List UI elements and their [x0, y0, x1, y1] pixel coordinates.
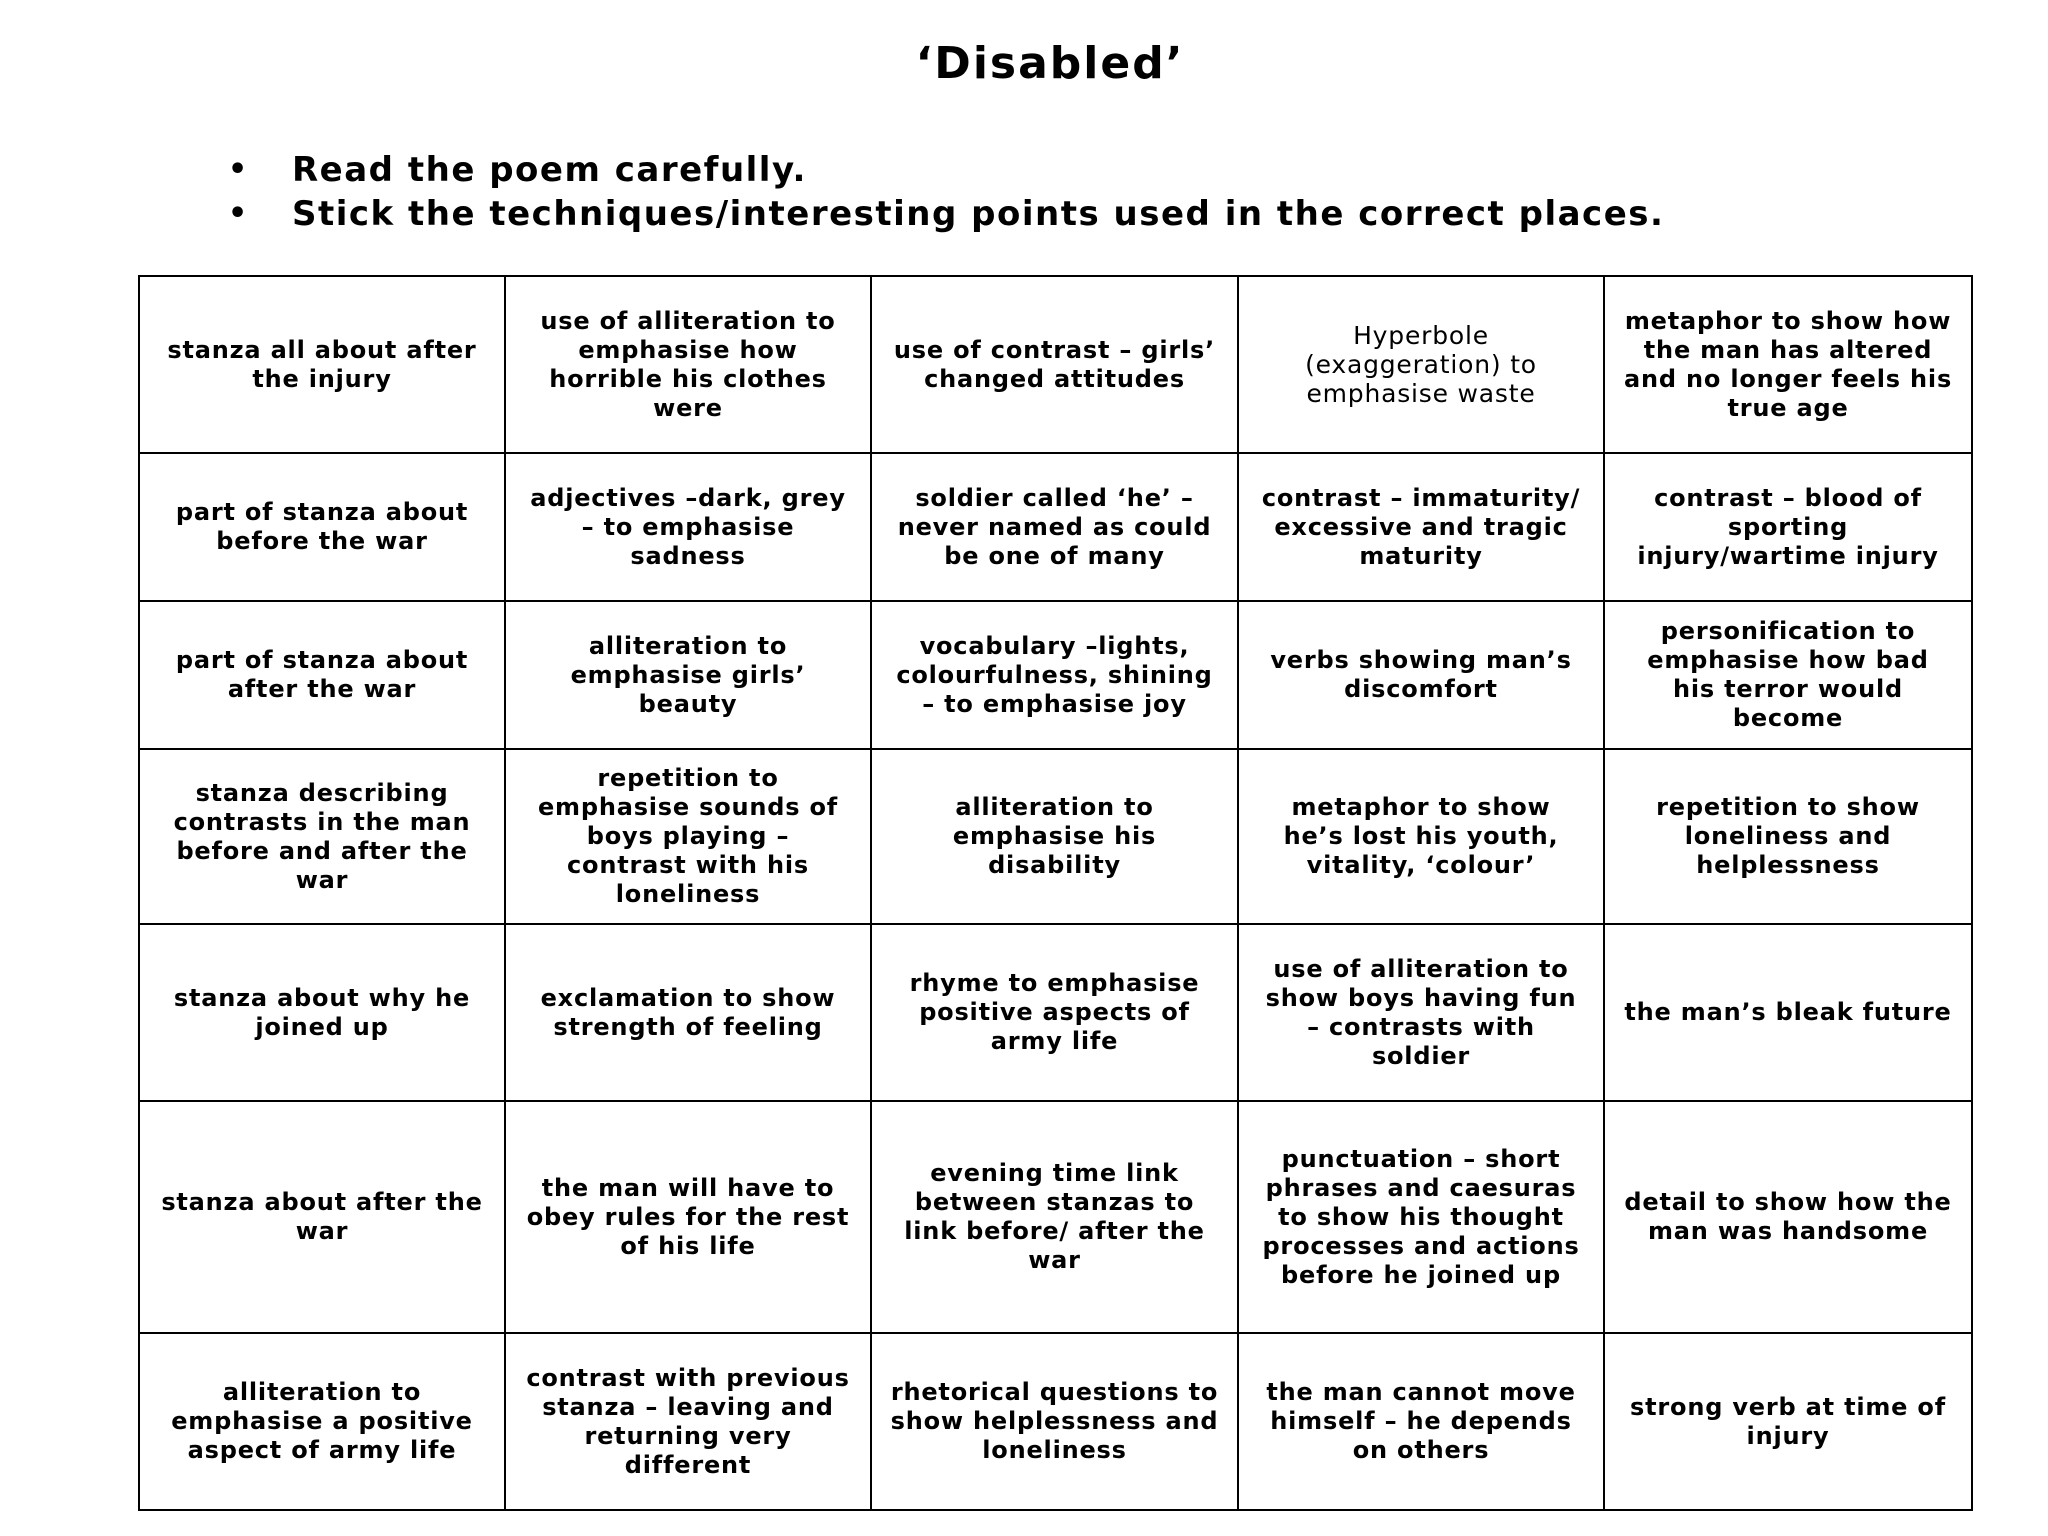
grid-cell: stanza about after the war [139, 1101, 505, 1333]
instruction-item [228, 148, 1664, 192]
grid-cell: repetition to emphasise sounds of boys playing – contrast with his loneliness [505, 749, 871, 924]
grid-cell: repetition to show loneliness and helplessness [1604, 749, 1972, 924]
grid-cell: strong verb at time of injury [1604, 1333, 1972, 1510]
instruction-text: Read the poem carefully. [292, 150, 807, 190]
grid-cell: vocabulary –lights, colourfulness, shining – to emphasise joy [871, 601, 1238, 749]
grid-cell: verbs showing man’s discomfort [1238, 601, 1604, 749]
grid-row [139, 601, 1972, 749]
grid-cell: alliteration to emphasise a positive aspect of army life [139, 1333, 505, 1510]
grid-cell: part of stanza about after the war [139, 601, 505, 749]
grid-cell: the man cannot move himself – he depends on others [1238, 1333, 1604, 1510]
grid-cell: use of contrast – girls’ changed attitudes [871, 276, 1238, 453]
grid-cell: adjectives –dark, grey – to emphasise sadness [505, 453, 871, 601]
grid-row [139, 1101, 1972, 1333]
grid-cell: stanza all about after the injury [139, 276, 505, 453]
grid-cell: alliteration to emphasise his disability [871, 749, 1238, 924]
grid-row [139, 749, 1972, 924]
grid-cell: detail to show how the man was handsome [1604, 1101, 1972, 1333]
grid-row [139, 453, 1972, 601]
instruction-text: Stick the techniques/interesting points used in the correct places. [292, 194, 1665, 234]
techniques-grid [138, 275, 1973, 1511]
grid-cell: personification to emphasise how bad his terror would become [1604, 601, 1972, 749]
grid-cell: punctuation – short phrases and caesuras to show his thought processes and actions before he joined up [1238, 1101, 1604, 1333]
instruction-item [228, 192, 1664, 236]
grid-cell: rhetorical questions to show helplessness and loneliness [871, 1333, 1238, 1510]
grid-cell: the man’s bleak future [1604, 924, 1972, 1101]
grid-cell: contrast – blood of sporting injury/wartime injury [1604, 453, 1972, 601]
grid-cell: part of stanza about before the war [139, 453, 505, 601]
grid-cell: metaphor to show he’s lost his youth, vitality, ‘colour’ [1238, 749, 1604, 924]
grid-cell: metaphor to show how the man has altered and no longer feels his true age [1604, 276, 1972, 453]
grid-row [139, 1333, 1972, 1510]
grid-cell: stanza about why he joined up [139, 924, 505, 1101]
grid-cell: Hyperbole (exaggeration) to emphasise waste [1238, 276, 1604, 453]
bullet-icon: • [228, 196, 249, 231]
grid-cell: the man will have to obey rules for the rest of his life [505, 1101, 871, 1333]
grid-row [139, 924, 1972, 1101]
bullet-icon: • [228, 152, 249, 187]
grid-cell: contrast – immaturity/ excessive and tragic maturity [1238, 453, 1604, 601]
grid-cell: use of alliteration to emphasise how horrible his clothes were [505, 276, 871, 453]
grid-cell: evening time link between stanzas to link before/ after the war [871, 1101, 1238, 1333]
grid-row [139, 276, 1972, 453]
grid-cell: exclamation to show strength of feeling [505, 924, 871, 1101]
grid-cell: contrast with previous stanza – leaving and returning very different [505, 1333, 871, 1510]
grid-cell: use of alliteration to show boys having fun – contrasts with soldier [1238, 924, 1604, 1101]
grid-cell: stanza describing contrasts in the man before and after the war [139, 749, 505, 924]
grid-cell: alliteration to emphasise girls’ beauty [505, 601, 871, 749]
grid-cell: rhyme to emphasise positive aspects of army life [871, 924, 1238, 1101]
grid-cell: soldier called ‘he’ – never named as could be one of many [871, 453, 1238, 601]
page-title: ‘Disabled’ [915, 38, 1185, 89]
instructions-list [228, 148, 1664, 236]
